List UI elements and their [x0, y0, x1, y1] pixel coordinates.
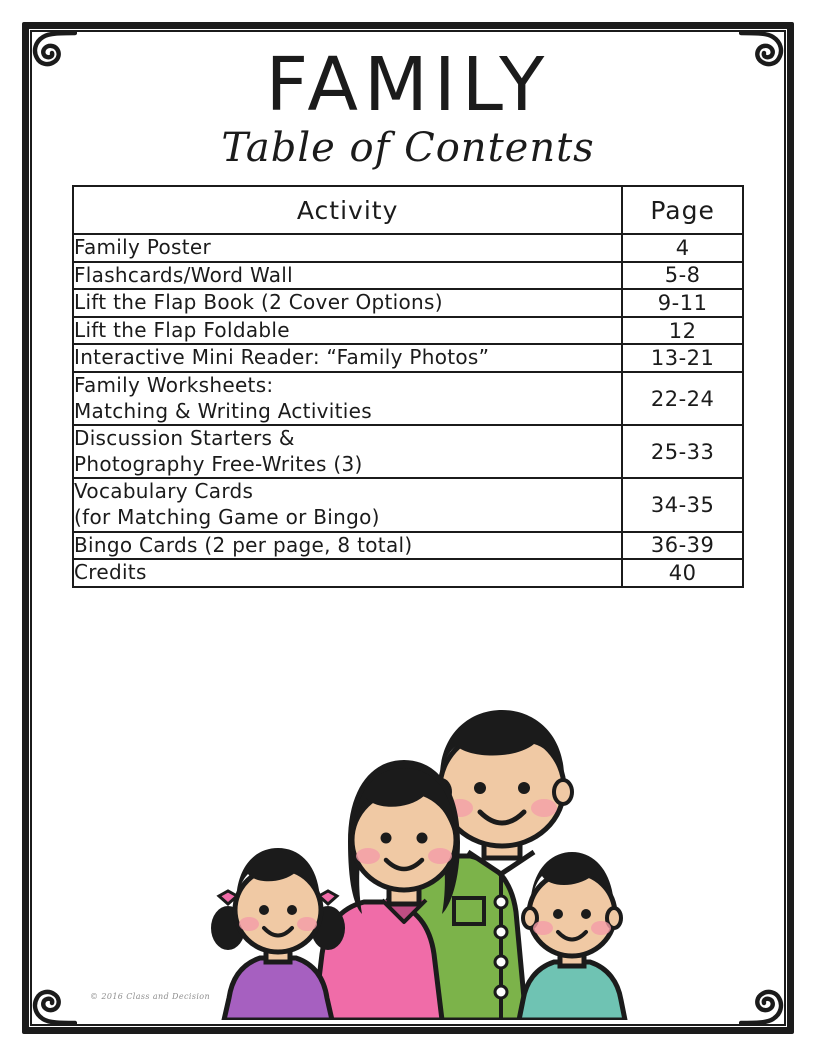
activity-line-2: Photography Free-Writes (3) — [74, 451, 363, 476]
table-row — [73, 478, 743, 531]
table-row — [73, 532, 743, 560]
table-row — [73, 425, 743, 478]
page-title: FAMILY — [265, 42, 551, 128]
page-number-cell: 9-11 — [622, 289, 743, 317]
activity-cell — [73, 262, 622, 290]
page-number-cell: 22-24 — [622, 372, 743, 425]
page-number-cell: 12 — [622, 317, 743, 345]
table-header-row — [73, 186, 743, 234]
table-row — [73, 289, 743, 317]
girl-figure — [211, 848, 345, 1020]
activity-line-2: Matching & Writing Activities — [74, 398, 372, 423]
activity-cell — [73, 532, 622, 560]
activity-line-1: Discussion Starters & — [74, 426, 295, 451]
activity-line-1: Lift the Flap Book (2 Cover Options) — [74, 290, 443, 315]
corner-spiral-icon — [739, 979, 785, 1025]
activity-line-1: Vocabulary Cards — [74, 479, 254, 504]
activity-line-1: Credits — [74, 560, 147, 585]
page-number-cell: 34-35 — [622, 478, 743, 531]
table-row — [73, 559, 743, 587]
table-row — [73, 317, 743, 345]
page-number-cell: 5-8 — [622, 262, 743, 290]
activity-cell — [73, 289, 622, 317]
activity-cell — [73, 559, 622, 587]
activity-line-1: Lift the Flap Foldable — [74, 317, 290, 342]
page-number-cell: 36-39 — [622, 532, 743, 560]
page-number-cell: 4 — [622, 234, 743, 262]
page-number-cell: 13-21 — [622, 344, 743, 372]
activity-line-2: (for Matching Game or Bingo) — [74, 504, 380, 529]
page-number-cell: 40 — [622, 559, 743, 587]
table-row — [73, 372, 743, 425]
activity-line-1: Interactive Mini Reader: “Family Photos” — [74, 345, 490, 370]
table-row — [73, 234, 743, 262]
column-header-page: Page — [622, 186, 743, 234]
table-row — [73, 344, 743, 372]
activity-cell — [73, 234, 622, 262]
activity-cell — [73, 372, 622, 425]
activity-line-1: Family Poster — [74, 235, 211, 259]
title-block — [0, 42, 816, 171]
activity-line-1: Bingo Cards (2 per page, 8 total) — [74, 532, 413, 557]
page-number-cell: 25-33 — [622, 425, 743, 478]
table-of-contents — [72, 185, 744, 588]
column-header-activity: Activity — [73, 186, 622, 234]
page-subtitle: Table of Contents — [221, 125, 595, 171]
family-of-four-illustration — [196, 670, 656, 1020]
activity-cell — [73, 425, 622, 478]
activity-cell — [73, 344, 622, 372]
activity-cell — [73, 317, 622, 345]
table-row — [73, 262, 743, 290]
copyright-credits: © 2016 Class and Decision — [90, 992, 211, 1001]
activity-line-1: Flashcards/Word Wall — [74, 262, 294, 287]
boy-figure — [519, 852, 625, 1020]
corner-spiral-icon — [31, 979, 77, 1025]
activity-line-1: Family Worksheets: — [74, 372, 274, 397]
activity-cell — [73, 478, 622, 531]
